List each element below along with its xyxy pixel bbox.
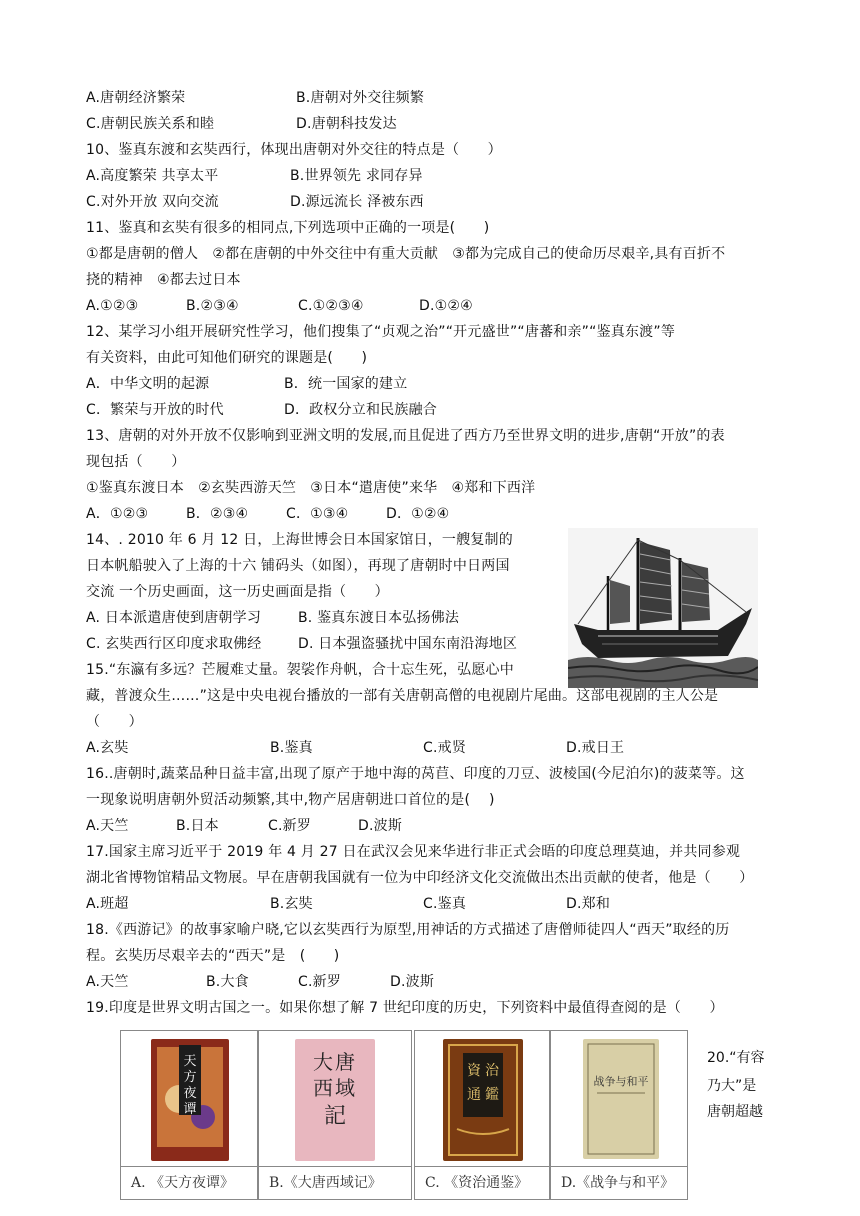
q13-statements: ①鉴真东渡日本 ②玄奘西游天竺 ③日本“遣唐使”来华 ④郑和下西洋: [86, 480, 536, 496]
q20-stem-line3: 唐朝超越: [707, 1104, 763, 1120]
q10-option-d: D.源远流长 泽被东西: [290, 194, 424, 210]
q17-option-a: A.班超: [86, 896, 129, 912]
svg-text:谭: 谭: [183, 1102, 197, 1117]
q17-option-c: C.鉴真: [423, 896, 467, 912]
q16-option-b: B.日本: [176, 818, 219, 834]
svg-text:資: 資: [467, 1063, 481, 1079]
q9-option-b: B.唐朝对外交往频繁: [296, 90, 425, 106]
svg-text:治: 治: [485, 1063, 499, 1079]
q12-option-b: B．统一国家的建立: [284, 376, 408, 392]
svg-text:方: 方: [183, 1070, 197, 1085]
q11-option-d: D.①②④: [419, 298, 473, 314]
q16-option-c: C.新罗: [268, 818, 312, 834]
svg-text:域: 域: [335, 1076, 355, 1100]
book-a-cover: [151, 1039, 229, 1161]
q14-stem-line3: 交流 一个历史画面，这一历史画面是指（ ）: [86, 584, 389, 600]
q15-option-a: A.玄奘: [86, 740, 129, 756]
q14-option-b: B. 鉴真东渡日本弘扬佛法: [298, 610, 460, 626]
svg-text:西: 西: [313, 1076, 333, 1100]
q16-stem-line2: 一现象说明唐朝外贸活动频繁,其中,物产居唐朝进口首位的是( ): [86, 792, 495, 808]
q18-option-a: A.天竺: [86, 974, 129, 990]
svg-text:大: 大: [313, 1050, 333, 1074]
q14-option-c: C. 玄奘西行区印度求取佛经: [86, 636, 262, 652]
q13-option-c: C．①③④: [286, 506, 349, 522]
q17-stem-line1: 17.国家主席习近平于 2019 年 4 月 27 日在武汉会见来华进行非正式会晤的印度总理莫迪，并共同参观: [86, 844, 741, 860]
svg-text:战争与和平: 战争与和平: [593, 1075, 649, 1088]
q15-option-b: B.鉴真: [270, 740, 313, 756]
q10-option-b: B.世界领先 求同存异: [290, 168, 423, 184]
book-options-figure: [120, 1030, 688, 1200]
q9-option-a: A.唐朝经济繁荣: [86, 90, 186, 106]
q14-stem-line2: 日本帆船驶入了上海的十六 铺码头（如图），再现了唐朝时中日两国: [86, 558, 510, 574]
q16-stem-line1: 16..唐朝时,蔬菜品种日益丰富,出现了原产于地中海的莴苣、印度的刀豆、波棱国(今尼泊尔)的菠菜等。这: [86, 766, 745, 782]
q16-option-a: A.天竺: [86, 818, 129, 834]
book-d-caption: D.《战争与和平》: [551, 1166, 687, 1199]
q9-option-d: D.唐朝科技发达: [296, 116, 397, 132]
book-a-panel: [120, 1030, 258, 1200]
q10-option-c: C.对外开放 双向交流: [86, 194, 219, 210]
book-d-panel: [550, 1030, 688, 1200]
q18-option-d: D.波斯: [390, 974, 435, 990]
q18-stem-line2: 程。玄奘历尽艰辛去的“西天”是 ( ): [86, 948, 340, 964]
q20-stem-line2: 乃大”是: [707, 1078, 757, 1094]
book-c-cover: [443, 1039, 523, 1161]
q16-option-d: D.波斯: [358, 818, 403, 834]
q11-statements-line1: ①都是唐朝的僧人 ②都在唐朝的中外交往中有重大贡献 ③都为完成自己的使命历尽艰辛,具有百折不: [86, 246, 726, 262]
q12-stem-line2: 有关资料，由此可知他们研究的课题是( ): [86, 350, 368, 366]
q15-option-d: D.戒日王: [566, 740, 625, 756]
q13-option-a: A．①②③: [86, 506, 149, 522]
book-d-cover: [583, 1039, 659, 1159]
svg-text:天: 天: [183, 1054, 197, 1069]
svg-text:鑑: 鑑: [485, 1087, 499, 1103]
q10-stem: 10、鉴真东渡和玄奘西行，体现出唐朝对外交往的特点是（ ）: [86, 142, 502, 158]
q17-option-d: D.郑和: [566, 896, 611, 912]
svg-text:唐: 唐: [335, 1050, 355, 1074]
book-c-caption: C. 《资治通鉴》: [415, 1166, 549, 1199]
q13-option-d: D．①②④: [386, 506, 450, 522]
book-a-caption: A. 《天方夜谭》: [121, 1166, 257, 1199]
book-c-panel: [414, 1030, 550, 1200]
q13-stem-line1: 13、唐朝的对外开放不仅影响到亚洲文明的发展,而且促进了西方乃至世界文明的进步,唐朝“开放”的表: [86, 428, 725, 444]
q15-stem-line3: （ ）: [86, 714, 143, 730]
ship-photo: [568, 528, 758, 688]
q14-option-d: D. 日本强盗骚扰中国东南沿海地区: [298, 636, 518, 652]
q20-stem-line1: 20.“有容: [707, 1050, 765, 1066]
q9-option-c: C.唐朝民族关系和睦: [86, 116, 215, 132]
q18-stem-line1: 18.《西游记》的故事家喻户晓,它以玄奘西行为原型,用神话的方式描述了唐僧师徒四人“西天”取经的历: [86, 922, 730, 938]
q17-option-b: B.玄奘: [270, 896, 313, 912]
book-b-caption: B.《大唐西域记》: [259, 1166, 411, 1199]
q17-stem-line2: 湖北省博物馆精品文物展。早在唐朝我国就有一位为中印经济文化交流做出杰出贡献的使者，他是（ ）: [86, 870, 754, 886]
book-b-cover: [295, 1039, 375, 1161]
q12-option-a: A．中华文明的起源: [86, 376, 210, 392]
q11-stem: 11、鉴真和玄奘有很多的相同点,下列选项中正确的一项是( ): [86, 220, 490, 236]
q15-option-c: C.戒贤: [423, 740, 467, 756]
q14-stem-line1: 14、. 2010 年 6 月 12 日，上海世博会日本国家馆日，一艘复制的: [86, 532, 513, 548]
q12-stem-line1: 12、某学习小组开展研究性学习，他们搜集了“贞观之治”“开元盛世”“唐蕃和亲”“鉴真东渡”等: [86, 324, 676, 340]
q15-stem-line2: 藏，普渡众生……”这是中央电视台播放的一部有关唐朝高僧的电视剧片尾曲。这部电视剧的主人公是: [86, 688, 719, 704]
q12-option-d: D．政权分立和民族融合: [284, 402, 437, 418]
q19-stem: 19.印度是世界文明古国之一。如果你想了解 7 世纪印度的历史，下列资料中最值得查阅的是（ ）: [86, 1000, 724, 1016]
q15-stem-line1: 15.“东瀛有多远？芒履难丈量。袈裟作舟帆，合十忘生死，弘愿心中: [86, 662, 514, 678]
svg-text:夜: 夜: [183, 1086, 197, 1101]
q10-option-a: A.高度繁荣 共享太平: [86, 168, 219, 184]
q13-option-b: B．②③④: [186, 506, 249, 522]
svg-text:通: 通: [467, 1087, 481, 1103]
q18-option-c: C.新罗: [298, 974, 342, 990]
q11-option-a: A.①②③: [86, 298, 139, 314]
book-b-panel: [258, 1030, 412, 1200]
q14-option-a: A. 日本派遣唐使到唐朝学习: [86, 610, 262, 626]
q11-option-c: C.①②③④: [298, 298, 364, 314]
svg-text:記: 記: [323, 1104, 347, 1129]
q13-stem-line2: 现包括（ ）: [86, 454, 186, 470]
q18-option-b: B.大食: [206, 974, 249, 990]
q12-option-c: C．繁荣与开放的时代: [86, 402, 224, 418]
q11-option-b: B.②③④: [186, 298, 239, 314]
q11-statements-line2: 挠的精神 ④都去过日本: [86, 272, 241, 288]
